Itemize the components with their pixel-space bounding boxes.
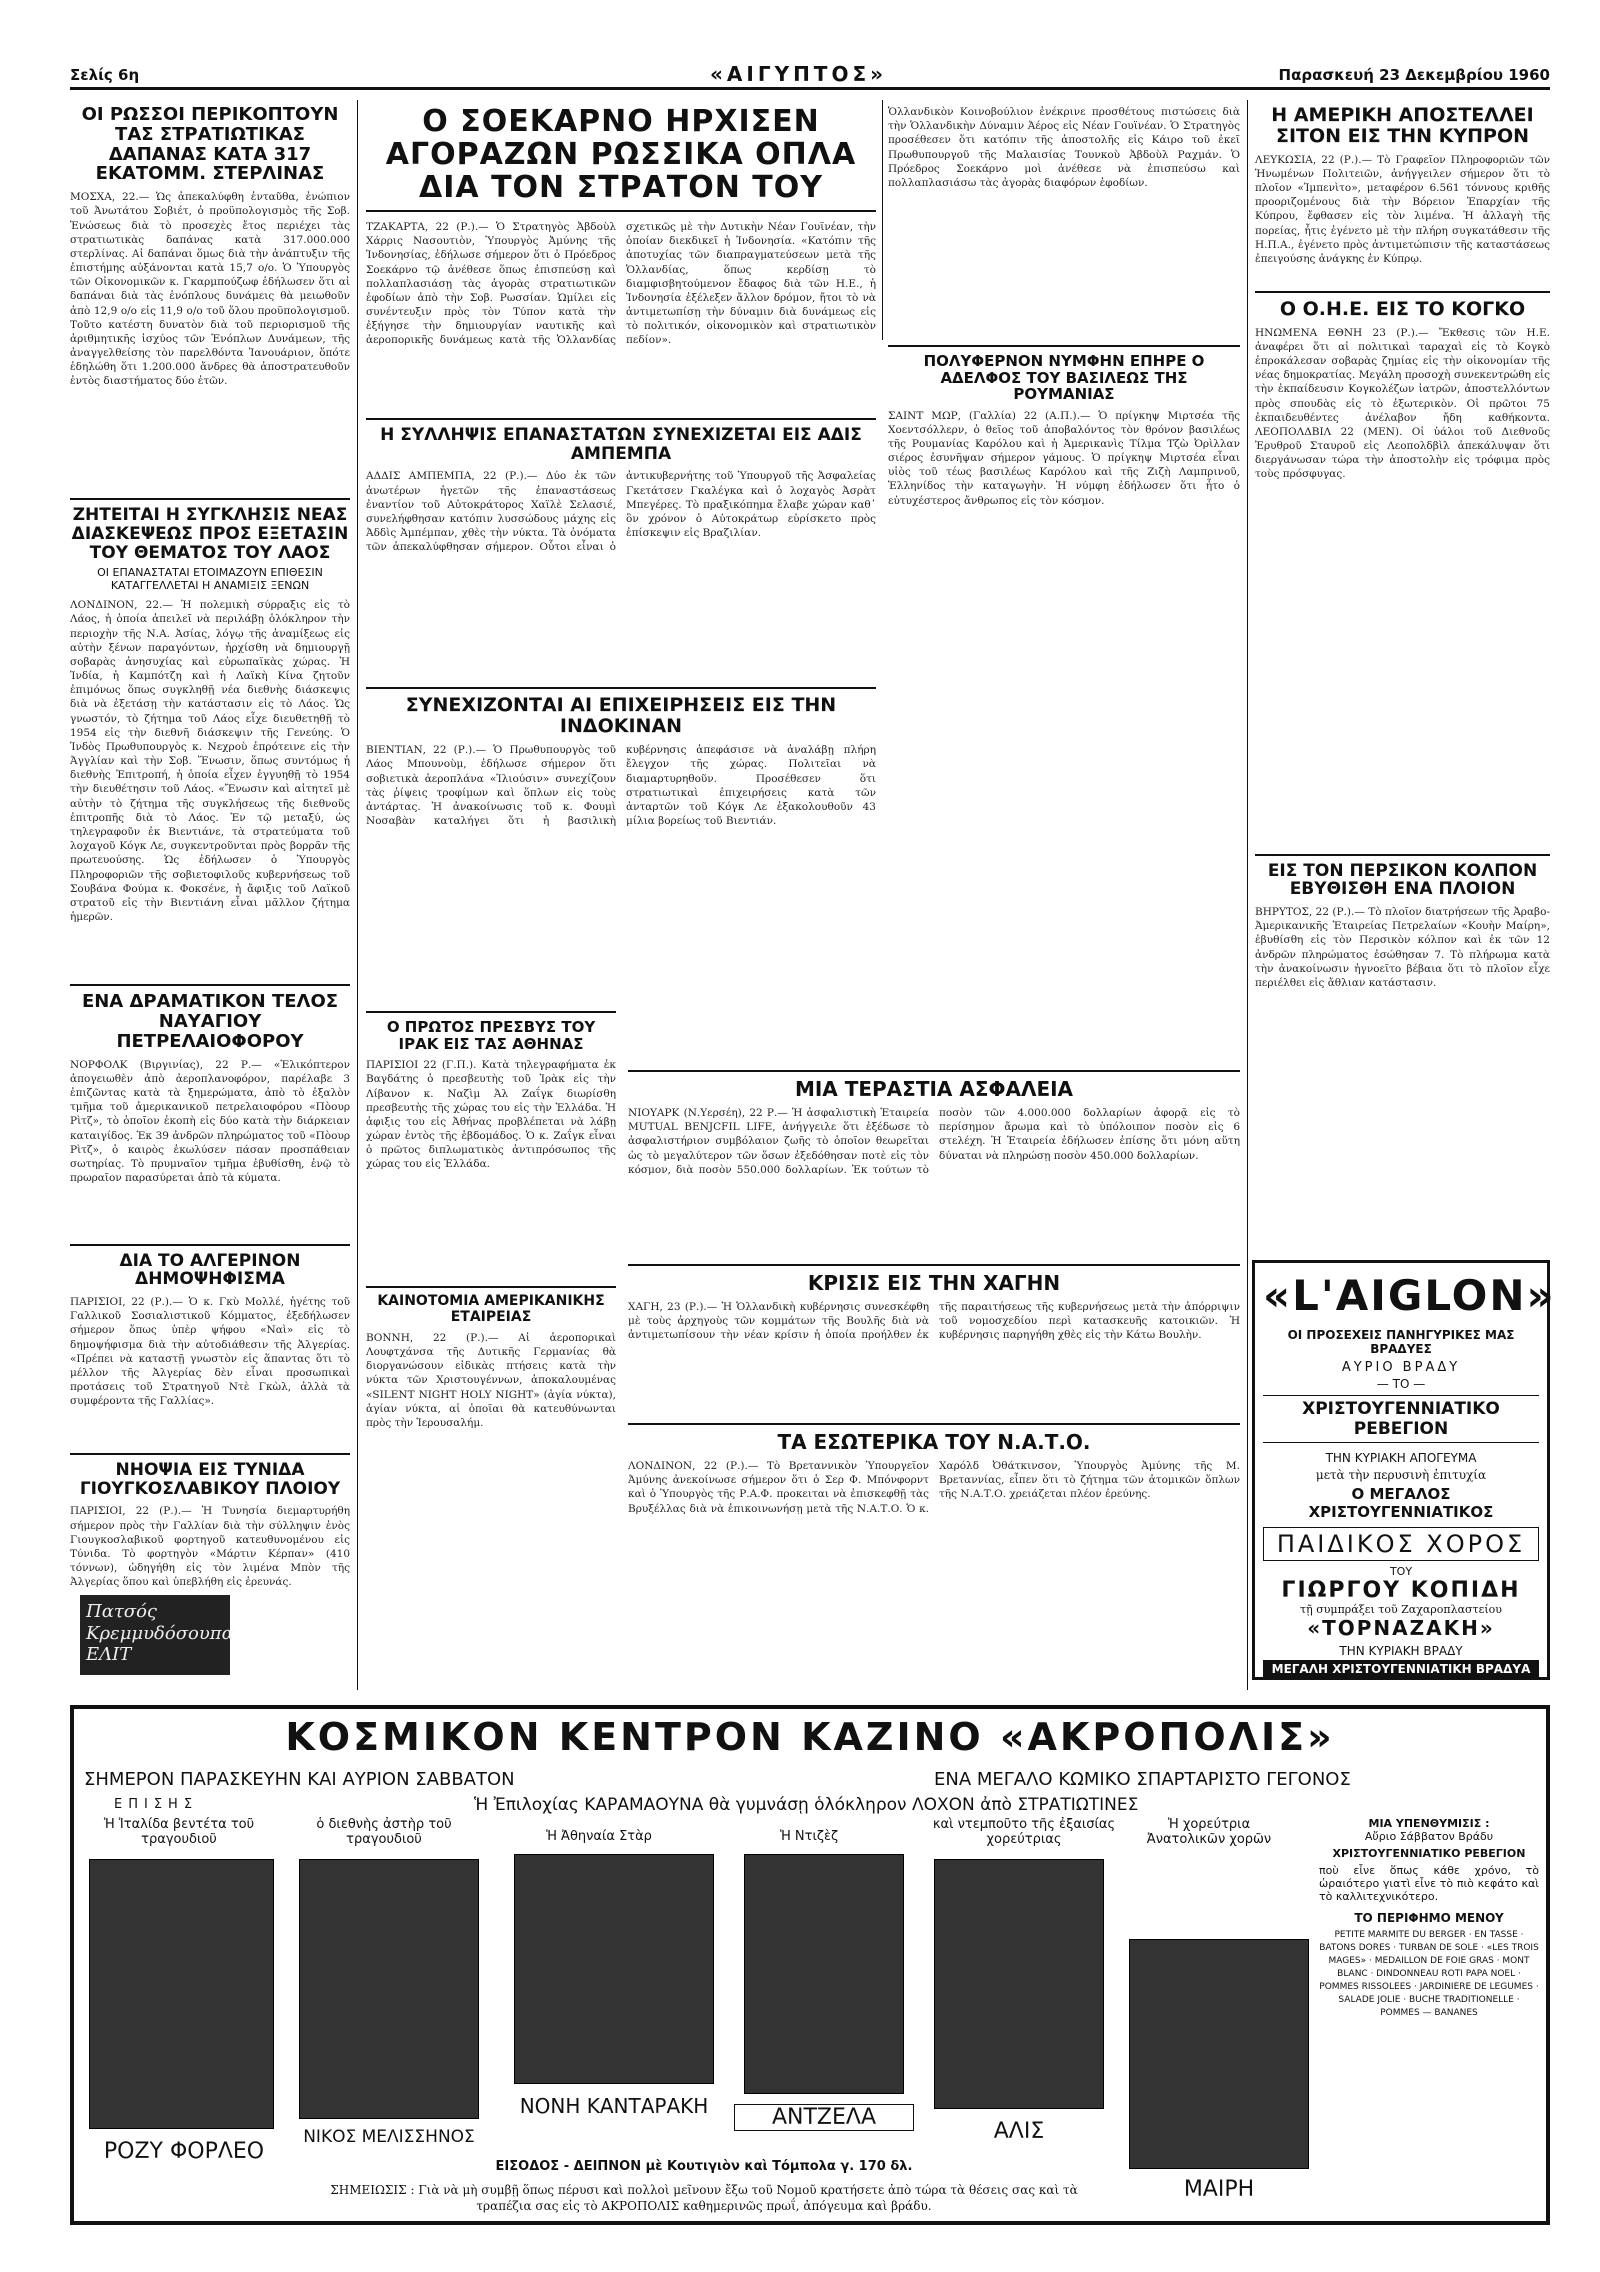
headline-russia-budget: ΟΙ ΡΩΣΣΟΙ ΠΕΡΙΚΟΠΤΟΥΝ ΤΑΣ ΣΤΡΑΤΙΩΤΙΚΑΣ ΔΑΠΑΝΑΣ ΚΑΤΑ 317 ΕΚΑΤΟΜΜ. ΣΤΕΡΛΙΝΑΣ: [81, 104, 339, 185]
performer-label: Ἡ Ἰταλίδα βεντέτα τοῦ τραγουδιοῦ: [103, 1817, 255, 1847]
akropolis-title: ΚΟΣΜΙΚΟΝ ΚΕΝΤΡΟΝ ΚΑΖΙΝΟ «ΑΚΡΟΠΟΛΙΣ»: [285, 1715, 1335, 1759]
photo-alis: [934, 1859, 1104, 2109]
photo-mairi: [1129, 1939, 1309, 2169]
article-sukarno: ΤΖΑΚΑΡΤΑ, 22 (Ρ.).— Ὁ Στρατηγὸς Ἀβδοὺλ Χάρρις Νασουτιὸν, Ὑπουργὸς Ἀμύνης τῆς Ἰνδονησίας, ἐδήλωσε σήμερον ὅτι ὁ Πρόεδρος Σοεκάρνο τῷ ἀνέθεσε ὅπως ἐπισπεύσῃ καὶ πολλαπλασιάσῃ τὰς ἀγορὰς στρατιωτικῶν ἐφοδίων ἀπὸ τὴν Σοβ. Ρωσσίαν. Ὡμίλει εἰς συνέντευξιν πρὸς τὸν Τύπον κατὰ τὴν ἐξήγησε τὴν δημιουργίαν ναυτικῆς καὶ ἀεροπορικῆς δυνάμεως κατὰ τῆς Ὁλλανδίας σχετικῶς μὲ τὴν Δυτικὴν Νέαν Γουϊνέαν, τὴν ὁποίαν διεκδικεῖ ἡ Ἰνδονησία. «Κατόπιν τῆς ἀποτυχίας τῶν διαπραγματεύσεων μετὰ τῆς Ὁλλανδίας, ὅπως κερδίσῃ τὸ διαμφισβητούμενον ἔδαφος διὰ τῶν Η.Ε., ἡ Ἰνδονησία ἐξέλεξεν ἄλλον δρόμον, ἤτοι τὸ νὰ ἀντιμετωπίσῃ τὴν δύναμιν διὰ δυνάμεως εἰς τὸ πολιτικόν, οἰκονομικὸν καὶ στρατιωτικὸν πεδίον».: [366, 221, 876, 347]
aiglon-line: ΤΗΝ ΚΥΡΙΑΚΗ ΑΠΟΓΕΥΜΑ: [1325, 1451, 1477, 1465]
headline-tunisia-ship: ΝΗΟΨΙΑ ΕΙΣ ΤΥΝΙΔΑ ΓΙΟΥΓΚΟΣΛΑΒΙΚΟΥ ΠΛΟΙΟΥ: [79, 1460, 341, 1499]
headline-indochina: ΣΥΝΕΧΙΖΟΝΤΑΙ ΑΙ ΕΠΙΧΕΙΡΗΣΕΙΣ ΕΙΣ ΤΗΝ ΙΝΔΟΚΙΝΑΝ: [405, 694, 837, 738]
headline-nato-internal: ΤΑ ΕΣΩΤΕΡΙΚΑ ΤΟΥ Ν.Α.Τ.Ο.: [628, 1423, 1240, 1453]
akropolis-karamaouna: Ἡ Ἐπιλοχίας ΚΑΡΑΜΑΟΥΝΑ θὰ γυμνάσῃ ὁλόκληρον ΛΟΧΟΝ ἀπὸ ΣΤΡΑΤΙΩΤΙΝΕΣ: [474, 1795, 1139, 1815]
column-rule: [357, 100, 358, 1690]
note-line: Αὔριο Σάββατον Βράδυ: [1364, 1830, 1494, 1843]
column-1: [70, 104, 350, 1589]
article-lufthansa: ΒΟΝΝΗ, 22 (Ρ.).— Αἱ ἀεροπορικαὶ Λουφτχάνσα τῆς Δυτικῆς Γερμανίας θὰ διοργανώσουν εἰδικὰς πτήσεις κατὰ τὴν νύκτα τῶν Χριστουγέννων, ἀποκαλουμένας «SILENT NIGHT HOLY NIGHT» (ἁγία νύκτα), ἀγίαν νύκτα, αἱ ὁποῖαι θὰ κατευθύνωνται πρὸς τὴν Ἱερουσαλήμ.: [366, 1331, 616, 1429]
performer-label: Ἡ Ντιζὲζ: [779, 1829, 839, 1844]
subheadline-laos: ΟΙ ΕΠΑΝΑΣΤΑΤΑΙ ΕΤΟΙΜΑΖΟΥΝ ΕΠΙΘΕΣΙΝ ΚΑΤΑΓΓΕΛΛΕΤΑΙ Η ΑΝΑΜΙΞΙΣ ΞΕΝΩΝ: [97, 566, 323, 593]
aiglon-ad: [1252, 1260, 1556, 1680]
aiglon-line: ΜΕΓΑΛΗ ΧΡΙΣΤΟΥΓΕΝΝΙΑΤΙΚΗ ΒΡΑΔΥΑ: [1263, 1660, 1539, 1678]
aiglon-line: ΤΗΝ ΚΥΡΙΑΚΗ ΒΡΑΔΥ: [1339, 1644, 1463, 1658]
aiglon-line: — ΤΟ —: [1376, 1377, 1426, 1391]
headline-algeria-referendum: ΔΙΑ ΤΟ ΑΛΓΕΡΙΝΟΝ ΔΗΜΟΨΗΦΙΣΜΑ: [119, 1250, 301, 1290]
note-line: ποὺ εἶνε ὅπως κάθε χρόνο, τὸ ὡραιότερο γιατὶ εἶνε τὸ πιὸ κεφάτο καὶ τὸ καλλιτεχνικότερο.: [1319, 1864, 1539, 1903]
article-romanian-prince: ΣΑΙΝΤ ΜΩΡ, (Γαλλία) 22 (Α.Π.).— Ὁ πρίγκηψ Μιρτσέα τῆς Χοεντσόλλερν, ὁ θεῖος τοῦ ἀποβαλόντος τὸν θρόνον βασιλέως τῆς Ρουμανίας Καρόλου καὶ ἡ Ἀμερικανὶς Τίλμα Τζὼ Ὀρὶλλαν σιέρος ἐσυνῆψαν σήμερον γάμους. Ὁ πρίγκηψ Μιρτσέα εἶναι υἱὸς τοῦ τέως βασιλέως Καρόλου καὶ τῆς Ζιζὴ Λαμπρινοῦ, Ἑλληνίδος τὴν καταγωγὴν. Ἡ νύμφη ἐδήλωσεν ὅτι ἦτο ὁ εὐτυχέστερος ἄνθρωπος εἰς τὸν κόσμον.: [888, 409, 1240, 507]
photo-rozy-forleo: [89, 1859, 274, 2129]
aiglon-line: ΑΥΡΙΟ ΒΡΑΔΥ: [1341, 1360, 1461, 1375]
performer-name: ΝΙΚΟΣ ΜΕΛΙΣΣΗΝΟΣ: [303, 2127, 475, 2147]
performer-name: ΑΛΙΣ: [993, 2119, 1045, 2144]
performer-name: ΜΑΙΡΗ: [1183, 2177, 1255, 2202]
headline-persian-gulf-ship: ΕΙΣ ΤΟΝ ΠΕΡΣΙΚΟΝ ΚΟΛΠΟΝ ΕΒΥΘΙΣΘΗ ΕΝΑ ΠΛΟΙΟΝ: [1267, 860, 1538, 900]
aiglon-line: τῇ συμπράξει τοῦ Ζαχαροπλαστείου: [1300, 1603, 1502, 1616]
aiglon-line: ΤΟΥ: [1389, 1565, 1413, 1578]
article-insurance: ΝΙΟΥΑΡΚ (Ν.Υερσέη), 22 Ρ.— Ἡ ἀσφαλιστικὴ Ἑταιρεία MUTUAL BENJCFIL LIFE, ἀνήγγειλε ὅτι ἐξέδωσε τὸ ἀσφαλιστήριον συμβόλαιον ζωῆς τὸ ὁποῖον θεωρεῖται ὡς τὸ μεγαλύτερον τῶν ὅσων ἐξεδόθησαν ποτὲ εἰς τὸν κόσμον, διὰ ποσὸν 550.000 δολλαρίων. Ἐκ τούτων τὸ ποσὸν τῶν 4.000.000 δολλαρίων ἀφορᾷ εἰς τὸ περίσημον ἄρωμα καὶ τὸ ὑπόλοιπον ποσὸν εἰς 6 στελέχη. Ἡ Ἑταιρεία ἐδήλωσεν ἐπίσης ὅτι μόνη αὕτη δύναται νὰ πληρώσῃ ποσὸν 450.000 δολλαρίων.: [628, 1107, 1240, 1176]
headline-sukarno-arms: Ο ΣΟΕΚΑΡΝΟ ΗΡΧΙΣΕΝ ΑΓΟΡΑΖΩΝ ΡΩΣΣΙΚΑ ΟΠΛΑ ΔΙΑ ΤΟΝ ΣΤΡΑΤΟΝ ΤΟΥ: [366, 105, 876, 212]
aiglon-line: ΟΙ ΠΡΟΣΕΧΕΙΣ ΠΑΝΗΓΥΡΙΚΕΣ ΜΑΣ ΒΡΑΔΥΕΣ: [1287, 1328, 1515, 1356]
performer-label: ὁ διεθνὴς ἀστὴρ τοῦ τραγουδιοῦ: [316, 1817, 452, 1847]
performer-name: ΡΟΖΥ ΦΟΡΛΕΟ: [103, 2139, 265, 2164]
article-hague: ΧΑΓΗ, 23 (Ρ.).— Ἡ Ὁλλανδικὴ κυβέρνησις συνεσκέφθη μὲ τοὺς ἀρχηγοὺς τῶν κομμάτων τῆς Βουλῆς διὰ νὰ ἀντιμετωπίσουν τὴν νέαν κρίσιν ἡ ὁποία προήλθεν ἐκ τῆς παραιτήσεως τῆς κυβερνήσεως μετὰ τὴν ἀπόρριψιν τοῦ νομοσχεδίου περὶ κατασκευῆς κατοικιῶν. Ἡ κυβέρνησις παρηγήθη χθὲς εἰς τὴν Κάτω Βουλὴν.: [628, 1301, 1240, 1342]
masthead: [70, 60, 1550, 90]
article-indochina: ΒΙΕΝΤΙΑΝ, 22 (Ρ.).— Ὁ Πρωθυπουργὸς τοῦ Λάος Μπουνοὺμ, ἐδήλωσε σήμερον ὅτι σοβιετικὰ ἀεροπλάνα «Ἰλιούσιν» συνεχίζουν τὰς ῥίψεις τροφίμων καὶ ὅπλων εἰς τοὺς ἀντάρτας. Ἡ ἀνακοίνωσις τοῦ κ. Φουμὶ Νοσαβὰν καταλήγει ὅτι ἡ βασιλικὴ κυβέρνησις ἀπεφάσισε νὰ ἀναλάβῃ πλήρη ἔλεγχον τῆς χώρας. Πολιτεῖαι νὰ διαμαρτυρηθοῦν. Προσέθεσεν ὅτι στρατιωτικαὶ ἐπιχειρήσεις κατὰ τῶν ἀνταρτῶν τοῦ Κόγκ Λε ἐξακολουθοῦν 43 μίλια βορείως τοῦ Βιεντιάν.: [366, 744, 876, 828]
menu-title: ΤΟ ΠΕΡΙΦΗΜΟ MENOY: [1354, 1911, 1504, 1925]
article-laos: ΛΟΝΔΙΝΟΝ, 22.— Ἡ πολεμικὴ σύρραξις εἰς τὸ Λάος, ἡ ὁποία ἀπειλεῖ νὰ περιλάβῃ ὁλόκληρον τὴν περιοχὴν τῆς Ν.Α. Ἀσίας, λόγῳ τῆς ἀναμίξεως εἰς αὐτὴν ξένων παραγόντων, ἠρχίσθη νὰ δημιουργῇ σοβαρὰς ἀνησυχίας καὶ εὐρωπαϊκὰς χώρας. Ἡ Ἰνδία, ἡ Καμπότζη καὶ ἡ Λαϊκὴ Κίνα ζητοῦν ἐπιμόνως ὅπως συγκληθῇ νέα διεθνὴς διάσκεψις διὰ νὰ ἐξετάσῃ τὴν κατάστασιν εἰς τὸ Λάος. Ὡς γνωστόν, τὸ ζήτημα τοῦ Λάος εἶχε διευθετηθῇ τὸ 1954 εἰς τὴν διεθνῆ διάσκεψιν τῆς Γενεύης. Ὁ Ἰνδὸς Πρωθυπουργὸς κ. Νεχροὺ ἐπρότεινε εἰς τὴν Ἀγγλίαν καὶ τὴν Σοβ. Ἕνωσιν, ὅπως συντόμως ἡ διεθνὴς Ἐπιτροπή, ἡ ὁποία εἶχεν ἐγγυηθῇ τὸ 1954 τὴν διευθέτησιν τοῦ Λάος. «Ἔνωσιν καὶ αἰτητεῖ μὲ αὐτὴν τὸ ζήτημα τῆς συγκλήσεως τῆς διεθνοῦς ἐπιτροπῆς διὰ τὸ Λάος. Ἐν τῷ μεταξύ, ὡς τηλεγραφοῦν ἐκ Βιεντιάνε, τὰ στρατεύματα τοῦ λοχαγοῦ Κόγκ Λε, συγκεντροῦνται πρὸς βορρᾶν τῆς πρωτευούσης. Ὡς ἐδήλωσεν ὁ Ὑπουργὸς Πληροφοριῶν τῆς σοβιετοφιλοῦς κυβερνήσεως τοῦ Σουβάνα Φούμα κ. Φοκσένε, ἡ ἄφιξις τοῦ Λαϊκοῦ στρατοῦ εἰς τὴν Βιεντιάνη εἶναι μᾶλλον ζήτημα ἡμερῶν.: [70, 599, 350, 924]
akropolis-casino-ad: [70, 1705, 1550, 2225]
reveillon-note: [1319, 1817, 1539, 2020]
note-line: ΧΡΙΣΤΟΥΓΕΝΝΙΑΤΙΚΟ ΡΕΒΕΓΙΟΝ: [1332, 1847, 1526, 1860]
performer-name: ΑΝΤΖΕΛΑ: [734, 2104, 914, 2131]
article-congo: ΗΝΩΜΕΝΑ ΕΘΝΗ 23 (Ρ.).— Ἔκθεσις τῶν Η.Ε. ἀναφέρει ὅτι αἱ πολιτικαὶ ταραχαὶ εἰς τὸ Κογκὸ ἐπροκάλεσαν σοβαρὰς ζημίας εἰς τὴν οἰκονομίαν τῆς νέας δημοκρατίας. Μεγάλη προσοχὴ συνεκεντρώθη εἰς τὴν ἐκπαίδευσιν Κογκολέζων ἰατρῶν, ἀποστελλόντων πρὸς σπουδὰς εἰς τὸ ἐξωτερικὸν. Οἱ πρῶτοι 75 ἐκπαιδευθέντες ἀνέλαβον ἤδη καθήκοντα. ΛΕΟΠΟΛΔΒΙΛ 22 (ΜΕΝ). Οἱ ὑάλοι τοῦ Διεθνοῦς Ἐρυθροῦ Σταυροῦ εἰς Λεοπολδβὶλ ἀπεκάλυψαν ὅτι διεργάνωσαν τώρα τὴν ἀποστολὴν εἰς τρόφιμα πρὸς τοὺς πρόσφυγας.: [1255, 326, 1550, 481]
headline-romanian-prince: ΠΟΛΥΦΕΡΝΟΝ ΝΥΜΦΗΝ ΕΠΗΡΕ Ο ΑΔΕΛΦΟΣ ΤΟΥ ΒΑΣΙΛΕΩΣ ΤΗΣ ΡΟΥΜΑΝΙΑΣ: [923, 352, 1205, 403]
article-persian-gulf: ΒΗΡΥΤΟΣ, 22 (Ρ.).— Τὸ πλοῖον διατρήσεων τῆς Ἀραβο-Ἀμερικανικῆς Ἑταιρείας Πετρελαίων «Κουὴν Μαίρη», ἐβυθίσθη εἰς τὸν Περσικὸν κόλπον καὶ ἐκ τῶν 12 ἀνδρῶν πληρώματος ἐσώθησαν 7. Τὸ πλήρωμα κατὰ τὴν ἀνακοίνωσιν ἠγνοεῖτο βέβαια ὅτι τὸ πλοῖον εἶχε περιέλθει εἰς ἄθλιαν κατάστασιν.: [1255, 906, 1550, 989]
akropolis-event: ΕΝΑ ΜΕΓΑΛΟ ΚΩΜΙΚΟ ΣΠΑΡΤΑΡΙΣΤΟ ΓΕΓΟΝΟΣ: [934, 1769, 1351, 1790]
headline-hague-crisis: ΚΡΙΣΙΣ ΕΙΣ ΤΗΝ ΧΑΓΗΝ: [628, 1264, 1240, 1294]
aiglon-line: μετὰ τὴν περυσινὴ ἐπιτυχία: [1315, 1468, 1487, 1482]
photo-nikos-melissinos: [299, 1859, 479, 2119]
episis-label: ΕΠΙΣΗΣ: [114, 1797, 199, 1812]
photo-antzela: [744, 1854, 904, 2094]
aiglon-line: ΓΙΩΡΓΟΥ ΚΟΠΙΔΗ: [1281, 1578, 1521, 1603]
aiglon-line: «ΤΟΡΝΑΖΑΚΗ»: [1307, 1616, 1495, 1640]
performer-name: ΝΟΝΗ ΚΑΝΤΑΡΑΚΗ: [519, 2094, 709, 2118]
entry-price: ΕΙΣΟΔΟΣ - ΔΕΙΠΝΟΝ μὲ Κουτιγιὸν καὶ Τόμπολα γ. 170 δλ.: [495, 2159, 913, 2174]
article-ethiopia: ΑΔΔΙΣ ΑΜΠΕΜΠΑ, 22 (Ρ.).— Δύο ἐκ τῶν ἀνωτέρων ἡγετῶν τῆς ἐπαναστάσεως ἐναντίον τοῦ Αὐτοκράτορος Χαϊλὲ Σελασιέ, συνελήφθησαν κατόπιν λυσσώδους μάχης εἰς Ἀδδὶς Ἀμπέμπαν, χθὲς τὴν νύκτα. Τὰ ὀνόματα τῶν ἀπεκαλύφθησαν σήμερον. Οὗτοι εἶναι ὁ ἀντικυβερνήτης τοῦ Ὑπουργοῦ τῆς Ἀσφαλείας Γκετάτσεν Γκαλέγκα καὶ ὁ λοχαγὸς Ἀσρὰτ Μπεγέρες. Τὸ πραξικόπημα ἔλαβε χώραν καθ᾽ ὃν χρόνον ὁ Αὐτοκράτωρ εὑρίσκετο πρὸς ἐπίσκεψιν εἰς Βραζιλίαν.: [366, 470, 876, 554]
headline-ethiopia-arrests: Η ΣΥΛΛΗΨΙΣ ΕΠΑΝΑΣΤΑΤΩΝ ΣΥΝΕΧΙΖΕΤΑΙ ΕΙΣ ΑΔΙΣ ΑΜΠΕΜΠΑ: [380, 425, 862, 464]
headline-huge-insurance: ΜΙΑ ΤΕΡΑΣΤΙΑ ΑΣΦΑΛΕΙΑ: [628, 1070, 1240, 1100]
aiglon-name: «L'AIGLON»: [1263, 1271, 1556, 1320]
headline-tanker-wreck: ΕΝΑ ΔΡΑΜΑΤΙΚΟΝ ΤΕΛΟΣ ΝΑΥΑΓΙΟΥ ΠΕΤΡΕΛΑΙΟΦΟΡΟΥ: [81, 991, 339, 1052]
article-netherlands-cont: Ὁλλανδικὸν Κοινοβούλιον ἐνέκρινε προσθέτους πιστώσεις διὰ τὴν Ὁλλανδικὴν Δύναμιν Ἀέρος εἰς Νέαν Γουϊνέαν. Ὁ Στρατηγὸς προσέθεσεν ὅτι κατόπιν τῆς ἀποστολῆς εἰς Κάιρο τοῦ ἐκεῖ Πρωθυπουργοῦ τῆς Μαλαισίας Τουνκοὺ Ἀβδοὺλ Ραχμάν. Ὁ Πρόεδρος Σοεκάρνο μοὶ ἀνέθεσε νὰ ἐπισπεύσω καὶ πολλαπλασιάσω τὰς ἀγορὰς διαφόρων ἐφοδίων.: [888, 106, 1240, 189]
article-tunisia: ΠΑΡΙΣΙΟΙ, 22 (Ρ.).— Ἡ Τυνησία διεμαρτυρήθη σήμερον πρὸς τὴν Γαλλίαν διὰ τὴν σύλληψιν ἑνὸς Γιουγκοσλαβικοῦ φορτηγοῦ κατευθυνομένου εἰς Τύνιδα. Τὸ φορτηγὸν «Μάρτιν Κέρπαν» (410 τόννων), ὡδηγήθη εἰς τὸν λιμένα Μπὸν τῆς Ἀλγερίας ὅπου καὶ ὑπεβλήθη εἰς ἐρευνάς.: [70, 1505, 350, 1589]
page-number: Σελίς 6η: [70, 66, 140, 84]
note-title: ΜΙΑ ΥΠΕΝΘΥΜΙΣΙΣ :: [1368, 1817, 1490, 1830]
performer-label: καὶ ντεμποῦτο τῆς ἐξαισίας χορεύτριας: [932, 1817, 1116, 1847]
column-lower-center: [628, 1070, 1240, 1674]
headline-american-innovation: ΚΑΙΝΟΤΟΜΙΑ ΑΜΕΡΙΚΑΝΙΚΗΣ ΕΤΑΙΡΕΙΑΣ: [377, 1293, 605, 1325]
booking-note: ΣΗΜΕΙΩΣΙΣ : Γιὰ νὰ μὴ συμβῇ ὅπως πέρυσι καὶ πολλοὶ μεῖνουν ἔξω τοῦ Νομοῦ κρατήσετε ἀπὸ τώρα τὰ θέσεις σας καὶ τὰ τραπέζια σας εἰς τὸ ΑΚΡΟΠΟΛΙΣ καθημερινῶς πρωΐ, ἀπόγευμα καὶ βράδυ.: [330, 2183, 1078, 2213]
photo-noni-kantaraki: [514, 1854, 714, 2084]
headline-un-congo: Ο Ο.Η.Ε. ΕΙΣ ΤΟ ΚΟΓΚΟ: [1279, 297, 1526, 320]
article-iraq: ΠΑΡΙΣΙΟΙ 22 (Γ.Π.). Κατὰ τηλεγραφήματα ἐκ Βαγδάτης ὁ πρεσβευτὴς τοῦ Ἰρὰκ εἰς τὴν Λίβανον κ. Ναζὶμ Ἀλ Ζαΐγκ διωρίσθη πρεσβευτὴς τῆς χώρας του εἰς τὴν Ἑλλάδα. Ἡ ἀφιξις του εἰς Ἀθήνας προβλέπεται νὰ λάβῃ χώραν ἐντὸς τῆς ἑβδομάδος. Ὁ κ. Ζαΐγκ εἶναι ὁ πρῶτος διπλωματικὸς ἀντιπρόσωπος τῆς χώρας του εἰς Ἑλλάδα.: [366, 1059, 616, 1171]
aiglon-line: ΧΡΙΣΤΟΥΓΕΝΝΙΑΤΙΚΟ ΡΕΒΕΓΙΟΝ: [1263, 1395, 1539, 1443]
performer-label: Ἡ Ἀθηναία Στὰρ: [546, 1829, 652, 1844]
column-rule: [1247, 100, 1248, 1690]
column-3: [888, 105, 1240, 839]
aiglon-line: ΠΑΙΔΙΚΟΣ ΧΟΡΟΣ: [1263, 1527, 1539, 1561]
article-russia-budget: ΜΟΣΧΑ, 22.— Ὡς ἀπεκαλύφθη ἐνταῦθα, ἐνώπιον τοῦ Ἀνωτάτου Σοβιέτ, ὁ προϋπολογισμὸς τῆς Σοβ. Ἑνώσεως διὰ τὸ προσεχὲς ἔτος περιέχει τὰς στρατιωτικὰς δαπάνας κατὰ 317.000.000 στερλίνας. Αἱ δαπάναι ὅμως διὰ τὴν ἀνάπτυξιν τῆς ἐπιστήμης αὐξάνονται κατὰ 15,7 ο/ο. Ὁ Ὑπουργὸς τῶν Οἰκονομικῶν κ. Γκαρμπούζωφ ἐδήλωσεν ὅτι αἱ δαπάναι διὰ τὰς ἐνόπλους δυνάμεις θὰ μειωθοῦν ἀπὸ 12,9 ο/ο εἰς 11,9 ο/ο τοῦ ὅλου προϋπολογισμοῦ. Τοῦτο κατέστη δυνατὸν διὰ τοῦ περιορισμοῦ τῆς ἀριθμητικῆς ἰσχύος τῶν Ἐνόπλων Δυνάμεων, τῆς ἀναγγελθείσης τὸν παρελθόντα Ἰανουάριον, ὅπότε ἐδηλώθη ὅτι 1.200.000 ἄνδρες θὰ ἀποστρατευθοῦν ἐντὸς διαστήματος δύο ἐτῶν.: [70, 191, 350, 388]
menu-items: PETITE MARMITE DU BERGER · EN TASSE · BATONS DORES · TURBAN DE SOLE · «LES TROIS MAGES» · MEDAILLON DE FOIE GRAS · MONT BLANC · DINDONNEAU ROTI PAPA NOEL · POMMES RISSOLEES · JARDINIERE DE LEGUMES · SALADE JOLIE · BUCHE TRADITIONELLE · POMMES — BANANES: [1319, 1930, 1539, 2019]
newspaper-title: «ΑΙΓΥΠΤΟΣ»: [710, 62, 888, 86]
headline-laos-conference: ΖΗΤΕΙΤΑΙ Η ΣΥΓΚΛΗΣΙΣ ΝΕΑΣ ΔΙΑΣΚΕΨΕΩΣ ΠΡΟΣ ΕΞΕΤΑΣΙΝ ΤΟΥ ΘΕΜΑΤΟΣ ΤΟΥ ΛΑΟΣ: [71, 505, 349, 563]
column-rule: [882, 100, 883, 340]
headline-iraq-ambassador: Ο ΠΡΩΤΟΣ ΠΡΕΣΒΥΣ ΤΟΥ ΙΡΑΚ ΕΙΣ ΤΑΣ ΑΘΗΝΑΣ: [386, 1018, 596, 1053]
performer-label: Ἡ χορεύτρια Ἀνατολικῶν χορῶν: [1146, 1817, 1272, 1847]
headline-america-cyprus-wheat: Η ΑΜΕΡΙΚΗ ΑΠΟΣΤΕΛΛΕΙ ΣΙΤΟΝ ΕΙΣ ΤΗΝ ΚΥΠΡΟΝ: [1271, 104, 1534, 147]
article-cyprus: ΛΕΥΚΩΣΙΑ, 22 (Ρ.).— Τὸ Γραφεῖον Πληροφοριῶν τῶν Ἡνωμένων Πολιτειῶν, ἀνήγγειλεν σήμερον ὅτι τὸ πλοῖον «Ἰμπενὶτο», μεταφέρον 6.561 τόννους κριθῆς προοριζομένους διὰ τὴν Βόρειον Ἐπαρχίαν τῆς Κύπρου, ἔφθασεν εἰς τὸν λιμένα. Ἡ ἀλλαγὴ τῆς πορείας, ἦτις ἐγένετο μὲ τὴν πλήρη συγκατάθεσιν τῆς Η.Π.Α., ἐγένετο πρὸς ἀντιμετώπισιν τῆς καταστάσεως ἐπειγούσης ἀνάγκης ἐν Κύπρῳ.: [1255, 153, 1550, 265]
article-tanker: ΝΟΡΦΟΛΚ (Βιργινίας), 22 Ρ.— «Ἐλικόπτερον ἀπογειωθὲν ἀπὸ ἀεροπλανοφόρον, παρέλαβε 3 ἐπιζῶντας κατὰ τὰ ξημερώματα, ἀπὸ τὸ ἐξαλὸν τμῆμα τοῦ ἀμερικανικοῦ πετρελαιοφόρου «Πὸουρ Ρὶτζ», τὸ ὁποῖον ἐκοπὴ εἰς δύο κατὰ τὴν διάρκειαν καταιγίδος. Ἐκ 39 ἀνδρῶν πληρώματος τοῦ «Πὸουρ Ρὶτζ», ὁ καιρὸς ἐκωλύσεν πάσαν προσπάθειαν σωτηρίας. Τὸ πρυμναῖον τμῆμα ἐβυθίσθη, ἐνῷ τὸ πρωραῖον παρασύρεται ἀπὸ τὰ κύματα.: [70, 1058, 350, 1185]
newspaper-page: [70, 60, 1556, 2230]
article-nato: ΛΟΝΔΙΝΟΝ, 22 (Ρ.).— Τὸ Βρεταννικὸν Ὑπουργεῖον Ἀμύνης ἀνεκοίνωσε σήμερον ὅτι ὁ Σερ Φ. Μπόνφορντ καὶ ὁ Ὑπουργὸς τῆς Ρ.Α.Φ. προκειται νὰ ἐπισκεφθῇ τὰς Βρυξέλλας διὰ νὰ ἐπικοινωνήσῃ μετὰ τῆς Ν.Α.Τ.Ο. Ὁ κ. Χαρόλδ Ὀθάτκινσον, Ὑπουργὸς Ἀμύνης τῆς Μ. Βρεταννίας, εἶπεν ὅτι τὸ ζήτημα τῶν ἀτομικῶν ὅπλων τῆς Ν.Α.Τ.Ο. χρειάζεται πλέον ἐρεύνης.: [628, 1460, 1240, 1515]
aiglon-line: Ο ΜΕΓΑΛΟΣ ΧΡΙΣΤΟΥΓΕΝΝΙΑΤΙΚΟΣ: [1308, 1485, 1494, 1521]
article-algeria: ΠΑΡΙΣΙΟΙ, 22 (Ρ.).— Ὁ κ. Γκὺ Μολλέ, ἡγέτης τοῦ Γαλλικοῦ Σοσιαλιστικοῦ Κόμματος, ἐξεδήλωσεν σήμερον ὅπως ὑπὲρ ψήφου «Ναὶ» εἰς τὸ δημοψήφισμα διὰ τὴν αὐτοδιάθεσιν τῆς Ἀλγερίας. «Πρέπει νὰ καταστῇ γνωστὸν εἰς ἅπαντας ὅτι τὸ μέλλον τῆς Ἀλγερίας δὲν εἶναι προσωπικαὶ προτάσεις τοῦ Στρατηγοῦ Ντὲ Γκὼλ, ἀλλὰ τὰ συμφέροντα τῆς Γαλλίας».: [70, 1296, 350, 1408]
akropolis-dates: ΣΗΜΕΡΟΝ ΠΑΡΑΣΚΕΥΗΝ ΚΑΙ ΑΥΡΙΟΝ ΣΑΒΒΑΤΟΝ: [84, 1769, 515, 1790]
issue-date: Παρασκευή 23 Δεκεμβρίου 1960: [1278, 66, 1550, 84]
column-4: [1255, 105, 1550, 1045]
patsos-ad: Πατσός Κρεμμυδόσουπα ΕΛΙΤ: [80, 1595, 230, 1675]
